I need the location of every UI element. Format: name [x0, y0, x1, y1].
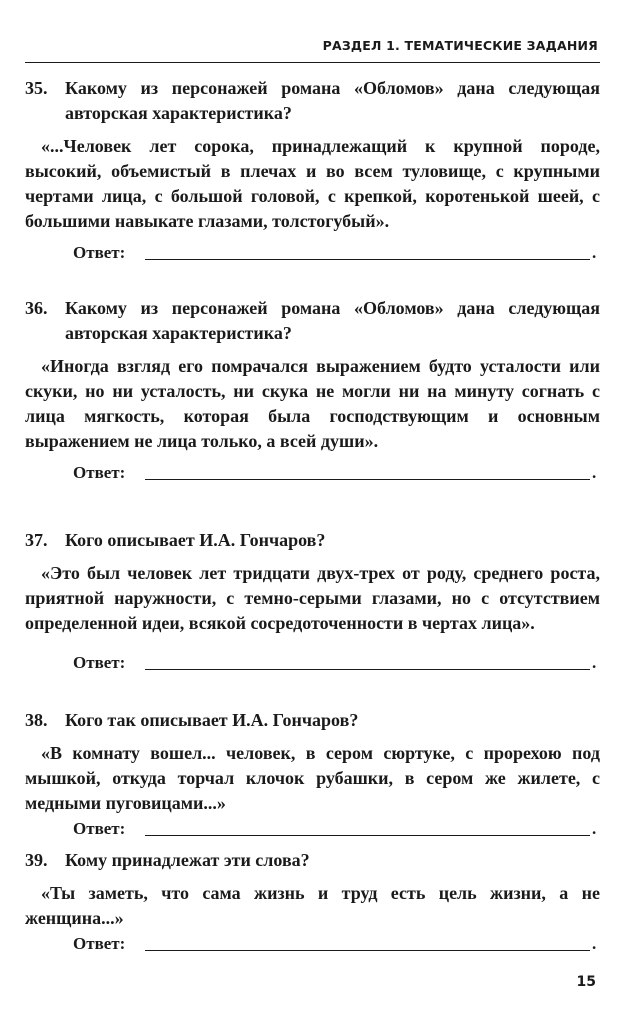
answer-field[interactable]: [145, 241, 590, 260]
question: [25, 76, 600, 126]
question: [25, 296, 600, 346]
answer-label: Ответ:: [73, 819, 126, 838]
page-number: 15: [576, 974, 596, 990]
question-number: 37.: [25, 530, 48, 550]
question-number: 36.: [25, 298, 48, 318]
answer-period: .: [592, 934, 597, 953]
quote-text: «Иногда взгляд его помрачался выражением будто усталости или скуки, но ни усталость, ни скука не могли ни на минуту согнать с лица мягкость, которая была господствующим и основным выражением не лица только, а всей души».: [25, 356, 600, 451]
answer-row: [25, 650, 600, 675]
answer-period: .: [592, 243, 597, 262]
task-36: [25, 296, 600, 485]
answer-label: Ответ:: [73, 934, 126, 953]
running-header: РАЗДЕЛ 1. ТЕМАТИЧЕСКИЕ ЗАДАНИЯ: [322, 38, 598, 53]
question: [25, 708, 600, 733]
answer-row: [25, 931, 600, 956]
answer-field[interactable]: [145, 461, 590, 480]
task-38: [25, 708, 600, 841]
answer-field[interactable]: [145, 651, 590, 670]
answer-label: Ответ:: [73, 463, 126, 482]
answer-row: [25, 460, 600, 485]
question-number: 35.: [25, 78, 48, 98]
answer-period: .: [592, 653, 597, 672]
task-35: [25, 76, 600, 265]
question: [25, 848, 600, 873]
question-text: Какому из персонажей романа «Обломов» дана следующая авторская характеристика?: [65, 298, 600, 343]
question: [25, 528, 600, 553]
answer-row: [25, 816, 600, 841]
answer-row: [25, 240, 600, 265]
question-number: 38.: [25, 710, 48, 730]
quote-text: «Ты заметь, что сама жизнь и труд есть цель жизни, а не женщина...»: [25, 883, 600, 928]
answer-period: .: [592, 463, 597, 482]
question-text: Кого описывает И.А. Гончаров?: [65, 530, 326, 550]
quote-text: «В комнату вошел... человек, в сером сюртуке, с прорехою под мышкой, откуда торчал клочок рубашки, в сером же жилете, с медными пуговицами...»: [25, 743, 600, 813]
answer-label: Ответ:: [73, 653, 126, 672]
question-text: Какому из персонажей романа «Обломов» дана следующая авторская характеристика?: [65, 78, 600, 123]
quote-text: «Это был человек лет тридцати двух-трех от роду, среднего роста, приятной наружности, с темно-серыми глазами, но с отсутствием определенной идеи, всякой сосредоточенности в чертах лица».: [25, 563, 600, 633]
task-37: [25, 528, 600, 675]
header-rule: [25, 62, 600, 63]
answer-label: Ответ:: [73, 243, 126, 262]
question-text: Кого так описывает И.А. Гончаров?: [65, 710, 359, 730]
answer-period: .: [592, 819, 597, 838]
question-text: Кому принадлежат эти слова?: [65, 850, 310, 870]
answer-field[interactable]: [145, 817, 590, 836]
answer-field[interactable]: [145, 932, 590, 951]
task-39: [25, 848, 600, 956]
quote-text: «...Человек лет сорока, принадлежащий к крупной породе, высокий, объемистый в плечах и во всем туловище, с крупными чертами лица, с большой головой, с крепкой, коротенькой шеей, с большими навыкате глазами, толстогубый».: [25, 136, 600, 231]
page: [25, 0, 600, 1023]
question-number: 39.: [25, 850, 48, 870]
